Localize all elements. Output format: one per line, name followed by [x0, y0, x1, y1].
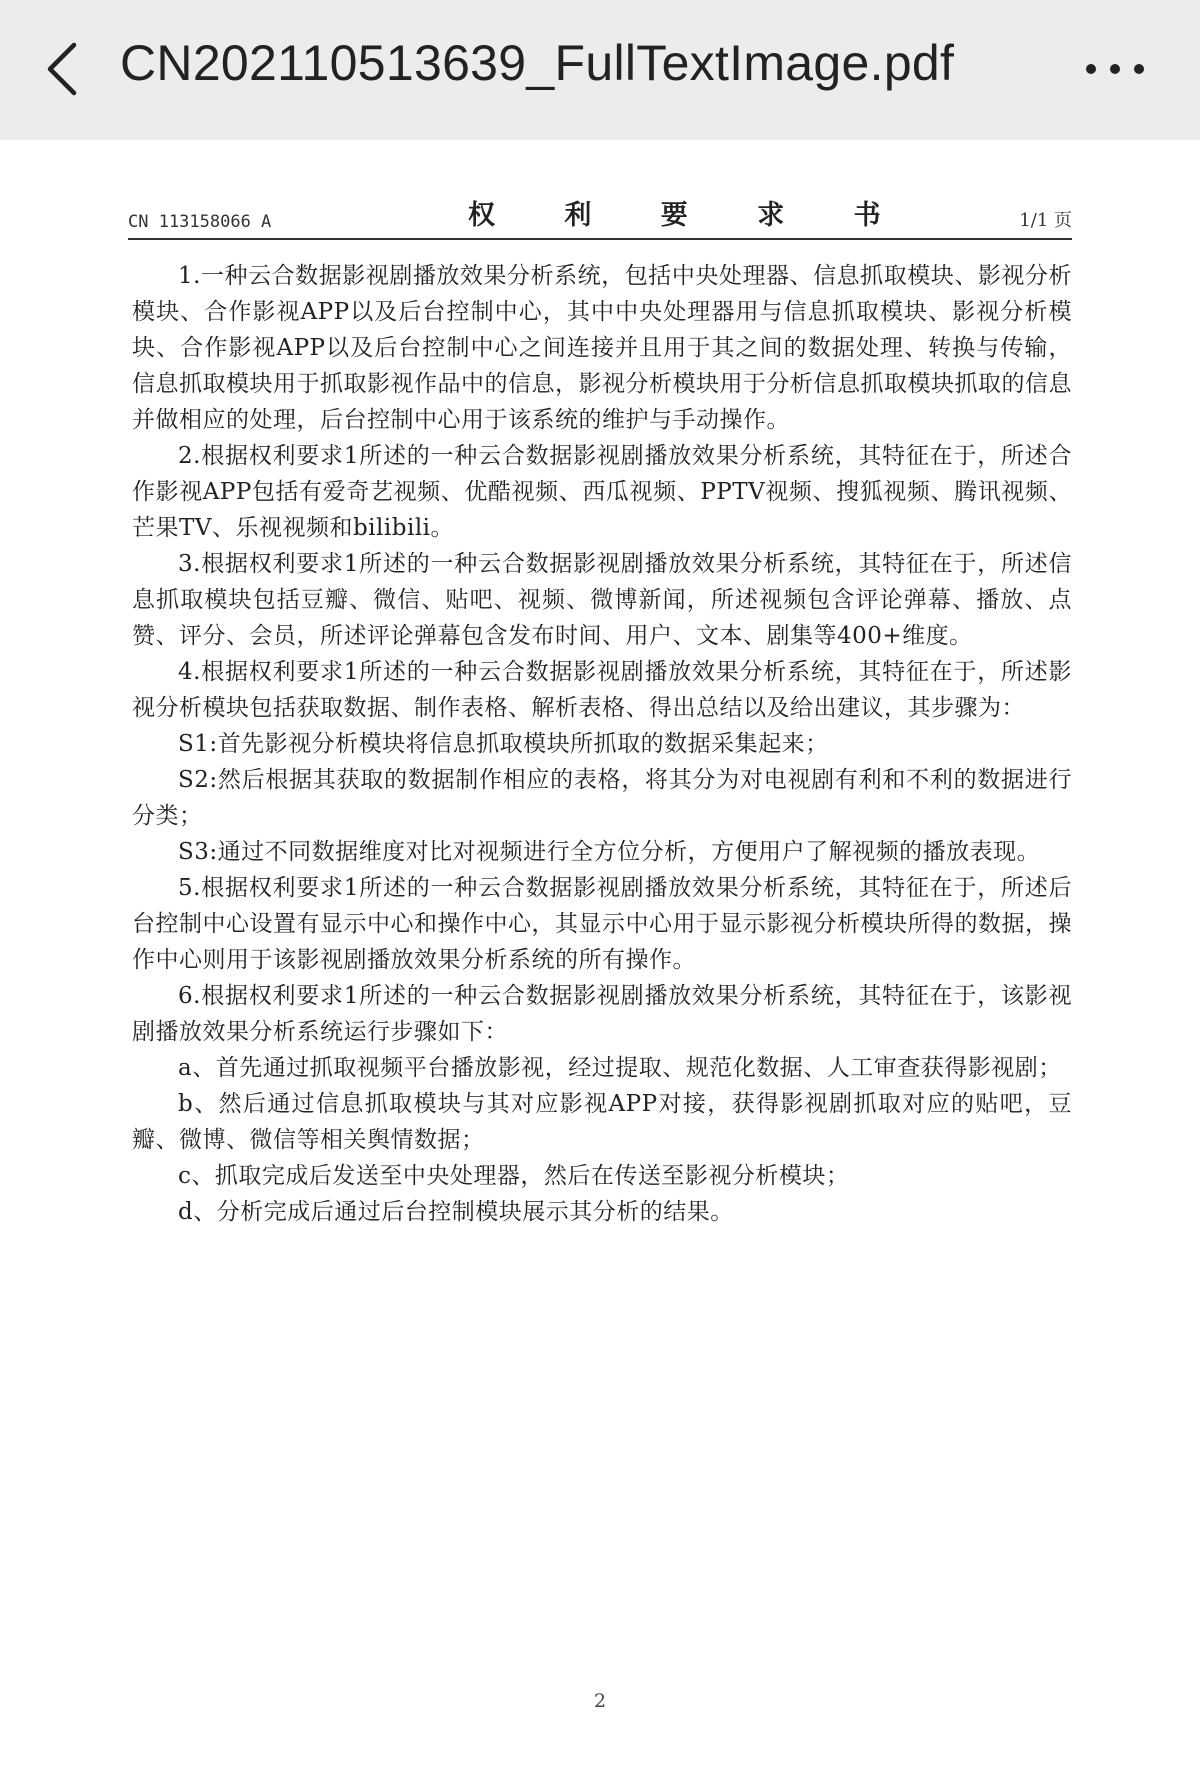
more-options-button[interactable] — [1086, 56, 1144, 82]
claim-step: c、抓取完成后发送至中央处理器，然后在传送至影视分析模块； — [178, 1163, 850, 1189]
back-button[interactable] — [36, 36, 86, 102]
chevron-left-icon — [44, 41, 78, 97]
publication-number: CN 113158066 A — [128, 212, 272, 232]
document-header — [128, 192, 1072, 240]
claim-paragraph: 2.根据权利要求1所述的一种云合数据影视剧播放效果分析系统，其特征在于，所述合作影视APP包括有爱奇艺视频、优酷视频、西瓜视频、PPTV视频、搜狐视频、腾讯视频、芒果TV、乐视视频和bilibili。 — [132, 443, 1072, 541]
claim-step: b、然后通过信息抓取模块与其对应影视APP对接，获得影视剧抓取对应的贴吧，豆瓣、微博、微信等相关舆情数据； — [132, 1091, 1072, 1153]
file-title: CN202110513639_FullTextImage.pdf — [120, 35, 955, 91]
page-info: 1/1 页 — [1019, 210, 1072, 231]
claims-body — [132, 258, 1072, 1230]
claim-paragraph: 1.一种云合数据影视剧播放效果分析系统，包括中央处理器、信息抓取模块、影视分析模块、合作影视APP以及后台控制中心，其中中央处理器用与信息抓取模块、影视分析模块、合作影视APP以及后台控制中心之间连接并且用于其之间的数据处理、转换与传输，信息抓取模块用于抓取影视作品中的信息，影视分析模块用于分析信息抓取模块抓取的信息并做相应的处理，后台控制中心用于该系统的维护与手动操作。 — [132, 263, 1072, 433]
claim-paragraph: 6.根据权利要求1所述的一种云合数据影视剧播放效果分析系统，其特征在于，该影视剧播放效果分析系统运行步骤如下： — [132, 983, 1072, 1045]
claim-step: S1:首先影视分析模块将信息抓取模块所抓取的数据采集起来； — [178, 731, 829, 757]
claim-paragraph: 3.根据权利要求1所述的一种云合数据影视剧播放效果分析系统，其特征在于，所述信息抓取模块包括豆瓣、微信、贴吧、视频、微博新闻，所述视频包含评论弹幕、播放、点赞、评分、会员，所述评论弹幕包含发布时间、用户、文本、剧集等400+维度。 — [132, 551, 1072, 649]
claim-step: S2:然后根据其获取的数据制作相应的表格，将其分为对电视剧有利和不利的数据进行分类； — [132, 767, 1072, 829]
claim-step: a、首先通过抓取视频平台播放影视，经过提取、规范化数据、人工审查获得影视剧； — [178, 1055, 1062, 1081]
claim-paragraph: 5.根据权利要求1所述的一种云合数据影视剧播放效果分析系统，其特征在于，所述后台控制中心设置有显示中心和操作中心，其显示中心用于显示影视分析模块所得的数据，操作中心则用于该影视剧播放效果分析系统的所有操作。 — [132, 875, 1072, 973]
page-number: 2 — [593, 1690, 607, 1712]
claim-paragraph: 4.根据权利要求1所述的一种云合数据影视剧播放效果分析系统，其特征在于，所述影视分析模块包括获取数据、制作表格、解析表格、得出总结以及给出建议，其步骤为： — [132, 659, 1072, 721]
document-title: 权 利 要 求 书 — [468, 200, 911, 231]
more-icon — [1086, 64, 1096, 74]
claim-step: d、分析完成后通过后台控制模块展示其分析的结果。 — [178, 1199, 734, 1225]
top-bar — [0, 0, 1200, 140]
document-page[interactable] — [0, 140, 1200, 1770]
claim-step: S3:通过不同数据维度对比对视频进行全方位分析，方便用户了解视频的播放表现。 — [178, 839, 1041, 865]
